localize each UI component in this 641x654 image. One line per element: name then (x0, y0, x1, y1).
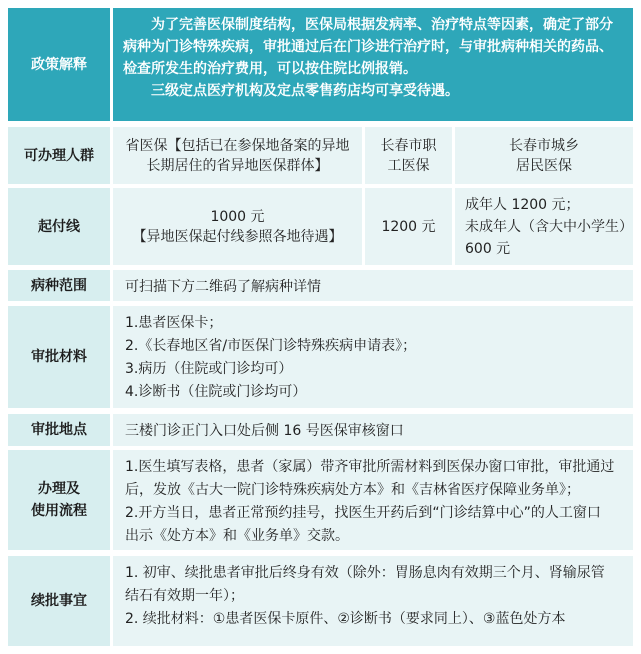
location-label: 审批地点 (8, 414, 110, 446)
process-line: 出示《处方本》和《业务单》交款。 (125, 528, 349, 544)
scope-row (8, 270, 633, 301)
process-text (113, 450, 633, 550)
renewal-line: 2. 续批材料：①患者医保卡原件、②诊断书（要求同上）、③蓝色处方本 (125, 611, 566, 627)
scope-text: 可扫描下方二维码了解病种详情 (113, 270, 633, 301)
eligible-provincial: 省医保【包括已在参保地备案的异地长期居住的省异地医保群体】 (125, 137, 350, 174)
materials-label: 审批材料 (8, 306, 110, 408)
policy-row (8, 8, 633, 121)
process-label-line2: 使用流程 (31, 503, 87, 519)
policy-paragraph-2: 三级定点医疗机构及定点零售药店均可享受待遇。 (151, 83, 459, 99)
renewal-line: 结石有效期一年）； (125, 588, 244, 604)
eligible-row (8, 127, 633, 184)
deductible-label: 起付线 (8, 188, 110, 265)
deductible-content (113, 188, 633, 265)
process-line: 后，发放《古大一院门诊特殊疾病处方本》和《吉林省医疗保障业务单》； (125, 482, 580, 498)
deductible-city-employee: 1200 元 (362, 188, 452, 265)
eligible-city-resident: 长春市城乡居民医保 (452, 127, 633, 184)
deductible-adult: 成年人 1200 元； (465, 196, 580, 213)
deductible-city-resident (452, 188, 633, 265)
deductible-provincial (113, 188, 362, 265)
deductible-minor-label: 未成年人（含大中小学生） (465, 218, 633, 235)
deductible-provincial-amount: 1000 元 (210, 208, 265, 225)
process-label (8, 450, 110, 550)
policy-paragraph-1: 为了完善医保制度结构，医保局根据发病率、治疗特点等因素，确定了部分病种为门诊特殊疾病，审批通过后在门诊进行治疗时，与审批病种相关的药品、检查所发生的治疗费用，可以按住院比例报销。 (123, 17, 613, 77)
process-line: 1.医生填写表格，患者（家属）带齐审批所需材料到医保办窗口审批，审批通过 (125, 459, 615, 475)
materials-list (113, 306, 633, 408)
policy-text (113, 8, 633, 121)
materials-row (8, 306, 633, 408)
renewal-row (8, 556, 633, 646)
eligible-city-employee: 长春市职工医保 (362, 127, 452, 184)
deductible-minor-amount: 600 元 (465, 240, 511, 257)
materials-item: 4.诊断书（住院或门诊均可） (125, 384, 307, 400)
eligible-content (113, 127, 633, 184)
scope-label: 病种范围 (8, 270, 110, 301)
policy-label: 政策解释 (8, 8, 110, 121)
location-text: 三楼门诊正门入口处后侧 16 号医保审核窗口 (113, 414, 633, 446)
materials-item: 1.患者医保卡； (125, 315, 223, 331)
renewal-label: 续批事宜 (8, 556, 110, 646)
process-label-line1: 办理及 (38, 481, 80, 497)
materials-item: 2.《长春地区省/市医保门诊特殊疾病申请表》； (125, 338, 417, 354)
renewal-line: 1. 初审、续批患者审批后终身有效（除外：胃肠息肉有效期三个月、肾输尿管 (125, 565, 605, 581)
renewal-text (113, 556, 633, 646)
deductible-row (8, 188, 633, 265)
location-row (8, 414, 633, 446)
materials-item: 3.病历（住院或门诊均可） (125, 361, 293, 377)
deductible-provincial-note: 【异地医保起付线参照各地待遇】 (132, 228, 343, 245)
eligible-label: 可办理人群 (8, 127, 110, 184)
process-row (8, 450, 633, 550)
process-line: 2.开方当日，患者正常预约挂号，找医生开药后到“门诊结算中心”的人工窗口 (125, 505, 601, 521)
